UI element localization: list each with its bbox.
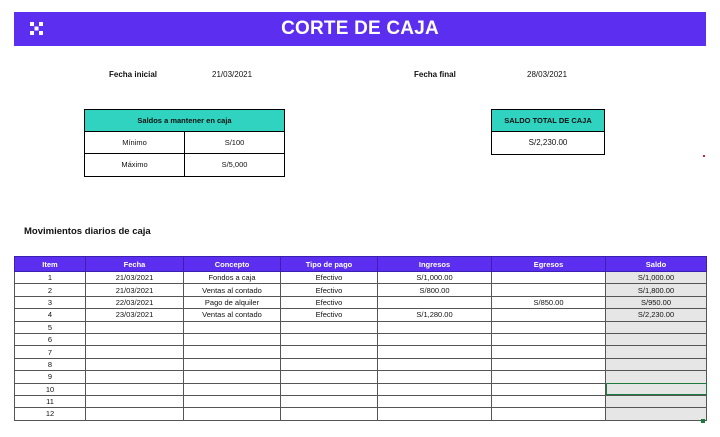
- balance-label: Máximo: [121, 160, 148, 169]
- payment-type-cell[interactable]: [281, 321, 378, 333]
- date-cell[interactable]: [86, 358, 184, 370]
- column-header[interactable]: Tipo de pago: [281, 257, 378, 272]
- income-cell[interactable]: [378, 333, 492, 345]
- concept-cell[interactable]: Ventas al contado: [184, 309, 281, 321]
- concept-cell[interactable]: [184, 346, 281, 358]
- date-cell[interactable]: [86, 321, 184, 333]
- total-title: SALDO TOTAL DE CAJA: [492, 110, 604, 132]
- expense-cell[interactable]: [492, 272, 606, 284]
- balances-title: Saldos a mantener en caja: [85, 110, 284, 132]
- end-date-value[interactable]: 28/03/2021: [527, 70, 568, 79]
- income-cell[interactable]: S/800.00: [378, 284, 492, 296]
- expense-cell[interactable]: [492, 333, 606, 345]
- payment-type-cell[interactable]: Efectivo: [281, 284, 378, 296]
- income-cell[interactable]: S/1,280.00: [378, 309, 492, 321]
- table-row: [15, 408, 707, 420]
- concept-cell[interactable]: Ventas al contado: [184, 284, 281, 296]
- item-cell[interactable]: 1: [15, 272, 86, 284]
- balance-cell[interactable]: [606, 408, 707, 420]
- movements-table: [14, 256, 707, 421]
- date-cell[interactable]: [86, 371, 184, 383]
- column-header[interactable]: Ingresos: [378, 257, 492, 272]
- income-cell[interactable]: [378, 383, 492, 395]
- item-cell[interactable]: 4: [15, 309, 86, 321]
- balance-cell[interactable]: [606, 333, 707, 345]
- item-cell[interactable]: 9: [15, 371, 86, 383]
- date-cell[interactable]: 21/03/2021: [86, 284, 184, 296]
- table-header-row: [15, 257, 707, 272]
- payment-type-cell[interactable]: Efectivo: [281, 309, 378, 321]
- expense-cell[interactable]: [492, 383, 606, 395]
- concept-cell[interactable]: [184, 333, 281, 345]
- payment-type-cell[interactable]: [281, 333, 378, 345]
- end-date-label: Fecha final: [414, 70, 456, 79]
- start-date-label: Fecha inicial: [109, 70, 158, 79]
- item-cell[interactable]: 10: [15, 383, 86, 395]
- balance-cell[interactable]: [606, 321, 707, 333]
- page-title: CORTE DE CAJA: [281, 18, 439, 39]
- table-row: [15, 383, 707, 395]
- expense-cell[interactable]: [492, 371, 606, 383]
- expense-cell[interactable]: [492, 358, 606, 370]
- concept-cell[interactable]: [184, 395, 281, 407]
- balance-cell[interactable]: [606, 346, 707, 358]
- title-banner: [14, 12, 706, 46]
- expense-cell[interactable]: [492, 284, 606, 296]
- expense-cell[interactable]: [492, 321, 606, 333]
- table-row: [15, 284, 707, 296]
- balance-value[interactable]: S/100: [184, 132, 284, 153]
- concept-cell[interactable]: Pago de alquiler: [184, 296, 281, 308]
- table-row: [15, 358, 707, 370]
- date-cell[interactable]: [86, 333, 184, 345]
- expense-cell[interactable]: [492, 408, 606, 420]
- total-box: [491, 109, 605, 155]
- item-cell[interactable]: 8: [15, 358, 86, 370]
- table-row: [15, 296, 707, 308]
- item-cell[interactable]: 2: [15, 284, 86, 296]
- fill-handle[interactable]: [701, 419, 705, 423]
- payment-type-cell[interactable]: [281, 346, 378, 358]
- concept-cell[interactable]: [184, 321, 281, 333]
- item-cell[interactable]: 5: [15, 321, 86, 333]
- table-row: [15, 346, 707, 358]
- balance-cell[interactable]: [606, 395, 707, 407]
- balance-cell[interactable]: [606, 371, 707, 383]
- payment-type-cell[interactable]: [281, 395, 378, 407]
- concept-cell[interactable]: [184, 358, 281, 370]
- table-row: [15, 309, 707, 321]
- income-cell[interactable]: [378, 296, 492, 308]
- balance-cell[interactable]: S/950.00: [606, 296, 707, 308]
- balances-box: [84, 109, 285, 177]
- column-header[interactable]: Item: [15, 257, 86, 272]
- red-marker: [703, 155, 705, 157]
- income-cell[interactable]: [378, 408, 492, 420]
- item-cell[interactable]: 7: [15, 346, 86, 358]
- balance-cell[interactable]: S/2,230.00: [606, 309, 707, 321]
- total-value[interactable]: S/2,230.00: [528, 138, 568, 147]
- payment-type-cell[interactable]: [281, 358, 378, 370]
- date-cell[interactable]: [86, 408, 184, 420]
- income-cell[interactable]: [378, 321, 492, 333]
- balance-cell[interactable]: S/1,800.00: [606, 284, 707, 296]
- balance-cell[interactable]: S/1,000.00: [606, 272, 707, 284]
- payment-type-cell[interactable]: [281, 371, 378, 383]
- income-cell[interactable]: [378, 358, 492, 370]
- income-cell[interactable]: [378, 371, 492, 383]
- payment-type-cell[interactable]: [281, 383, 378, 395]
- income-cell[interactable]: [378, 395, 492, 407]
- date-cell[interactable]: [86, 395, 184, 407]
- table-row: [15, 321, 707, 333]
- balance-cell[interactable]: [606, 383, 707, 395]
- income-cell[interactable]: [378, 346, 492, 358]
- date-cell[interactable]: 22/03/2021: [86, 296, 184, 308]
- expense-cell[interactable]: [492, 395, 606, 407]
- movements-title: Movimientos diarios de caja: [24, 226, 151, 237]
- balance-row-min: [85, 132, 284, 154]
- item-cell[interactable]: 6: [15, 333, 86, 345]
- date-cell[interactable]: [86, 383, 184, 395]
- income-cell[interactable]: S/1,000.00: [378, 272, 492, 284]
- table-row: [15, 333, 707, 345]
- date-cell[interactable]: [86, 346, 184, 358]
- expense-cell[interactable]: [492, 346, 606, 358]
- payment-type-cell[interactable]: Efectivo: [281, 272, 378, 284]
- table-row: [15, 395, 707, 407]
- expense-cell[interactable]: S/850.00: [492, 296, 606, 308]
- concept-cell[interactable]: [184, 371, 281, 383]
- item-cell[interactable]: 3: [15, 296, 86, 308]
- start-date-value[interactable]: 21/03/2021: [212, 70, 253, 79]
- column-header[interactable]: Fecha: [86, 257, 184, 272]
- balance-value[interactable]: S/5,000: [184, 154, 284, 176]
- column-header[interactable]: Egresos: [492, 257, 606, 272]
- balance-label: Mínimo: [122, 138, 147, 147]
- table-row: [15, 371, 707, 383]
- date-cell[interactable]: 23/03/2021: [86, 309, 184, 321]
- concept-cell[interactable]: Fondos a caja: [184, 272, 281, 284]
- column-header[interactable]: Concepto: [184, 257, 281, 272]
- concept-cell[interactable]: [184, 408, 281, 420]
- item-cell[interactable]: 11: [15, 395, 86, 407]
- column-header[interactable]: Saldo: [606, 257, 707, 272]
- date-cell[interactable]: 21/03/2021: [86, 272, 184, 284]
- table-row: [15, 272, 707, 284]
- expense-cell[interactable]: [492, 309, 606, 321]
- balance-cell[interactable]: [606, 358, 707, 370]
- concept-cell[interactable]: [184, 383, 281, 395]
- item-cell[interactable]: 12: [15, 408, 86, 420]
- payment-type-cell[interactable]: [281, 408, 378, 420]
- balance-row-max: [85, 154, 284, 176]
- payment-type-cell[interactable]: Efectivo: [281, 296, 378, 308]
